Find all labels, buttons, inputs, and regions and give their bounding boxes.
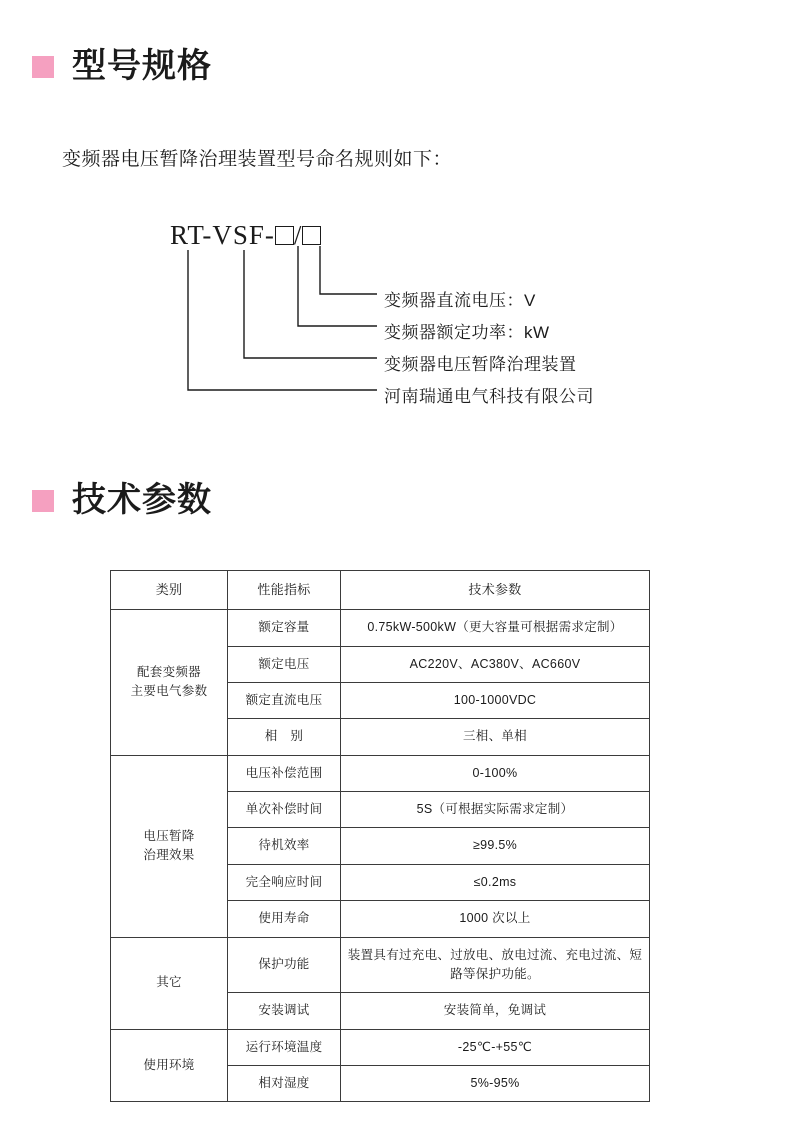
table-cell-category	[111, 610, 228, 756]
table-cell-metric: 额定电压	[228, 646, 341, 682]
table-cell-metric: 完全响应时间	[228, 864, 341, 900]
model-intro-text: 变频器电压暂降治理装置型号命名规则如下：	[62, 149, 453, 170]
table-cell-metric: 保护功能	[228, 937, 341, 993]
table-header-metric: 性能指标	[228, 571, 341, 610]
table-cell-value: 1000 次以上	[341, 901, 650, 937]
section-title: 技术参数	[72, 481, 212, 519]
table-cell-value: 装置具有过充电、过放电、放电过流、充电过流、短路等保护功能。	[341, 937, 650, 993]
table-cell-metric: 单次补偿时间	[228, 792, 341, 828]
legend-item-device-type: 变频器电压暂降治理装置	[384, 355, 577, 374]
model-code-prefix: RT-VSF-	[170, 220, 275, 250]
spec-table-container	[110, 570, 643, 1102]
table-cell-metric: 额定容量	[228, 610, 341, 646]
table-row	[111, 755, 650, 791]
legend-item-company: 河南瑞通电气科技有限公司	[384, 387, 594, 406]
table-cell-category	[111, 1029, 228, 1102]
table-cell-category	[111, 937, 228, 1029]
category-line: 使用环境	[143, 1057, 195, 1072]
leader-lines-svg	[62, 210, 702, 430]
section-heading-specs	[32, 482, 212, 519]
table-cell-metric: 运行环境温度	[228, 1029, 341, 1065]
category-line: 主要电气参数	[130, 684, 208, 699]
section-title: 型号规格	[72, 47, 212, 85]
table-header-value: 技术参数	[341, 571, 650, 610]
table-cell-metric: 安装调试	[228, 993, 341, 1029]
model-naming-diagram	[62, 210, 702, 430]
table-row	[111, 937, 650, 993]
table-cell-value: 安装简单，免调试	[341, 993, 650, 1029]
table-cell-category	[111, 755, 228, 937]
legend-item-rated-power: 变频器额定功率：kW	[384, 323, 550, 342]
legend-item-dc-voltage: 变频器直流电压：V	[384, 291, 536, 310]
table-cell-value: 5S（可根据实际需求定制）	[341, 792, 650, 828]
table-cell-value: 0.75kW-500kW（更大容量可根据需求定制）	[341, 610, 650, 646]
table-cell-metric: 额定直流电压	[228, 682, 341, 718]
technical-parameters-table	[110, 570, 650, 1102]
table-cell-metric: 电压补偿范围	[228, 755, 341, 791]
category-line: 治理效果	[143, 848, 195, 863]
section-heading-model	[32, 48, 212, 85]
table-cell-value: 5%-95%	[341, 1066, 650, 1102]
square-bullet-icon	[32, 56, 54, 78]
table-cell-metric: 相 别	[228, 719, 341, 755]
table-row	[111, 1029, 650, 1065]
table-cell-value: AC220V、AC380V、AC660V	[341, 646, 650, 682]
table-cell-value: ≥99.5%	[341, 828, 650, 864]
table-cell-metric: 使用寿命	[228, 901, 341, 937]
table-header-row	[111, 571, 650, 610]
table-cell-metric: 待机效率	[228, 828, 341, 864]
table-cell-value: 100-1000VDC	[341, 682, 650, 718]
table-cell-value: 三相、单相	[341, 719, 650, 755]
category-line: 其它	[156, 975, 182, 990]
model-code-separator: /	[293, 220, 303, 250]
table-cell-value: -25℃-+55℃	[341, 1029, 650, 1065]
table-header-category: 类别	[111, 571, 228, 610]
table-row	[111, 610, 650, 646]
table-cell-value: 0-100%	[341, 755, 650, 791]
category-line: 电压暂降	[143, 828, 195, 843]
table-cell-metric: 相对湿度	[228, 1066, 341, 1102]
table-cell-value: ≤0.2ms	[341, 864, 650, 900]
square-bullet-icon	[32, 490, 54, 512]
category-line: 配套变频器	[136, 665, 201, 680]
